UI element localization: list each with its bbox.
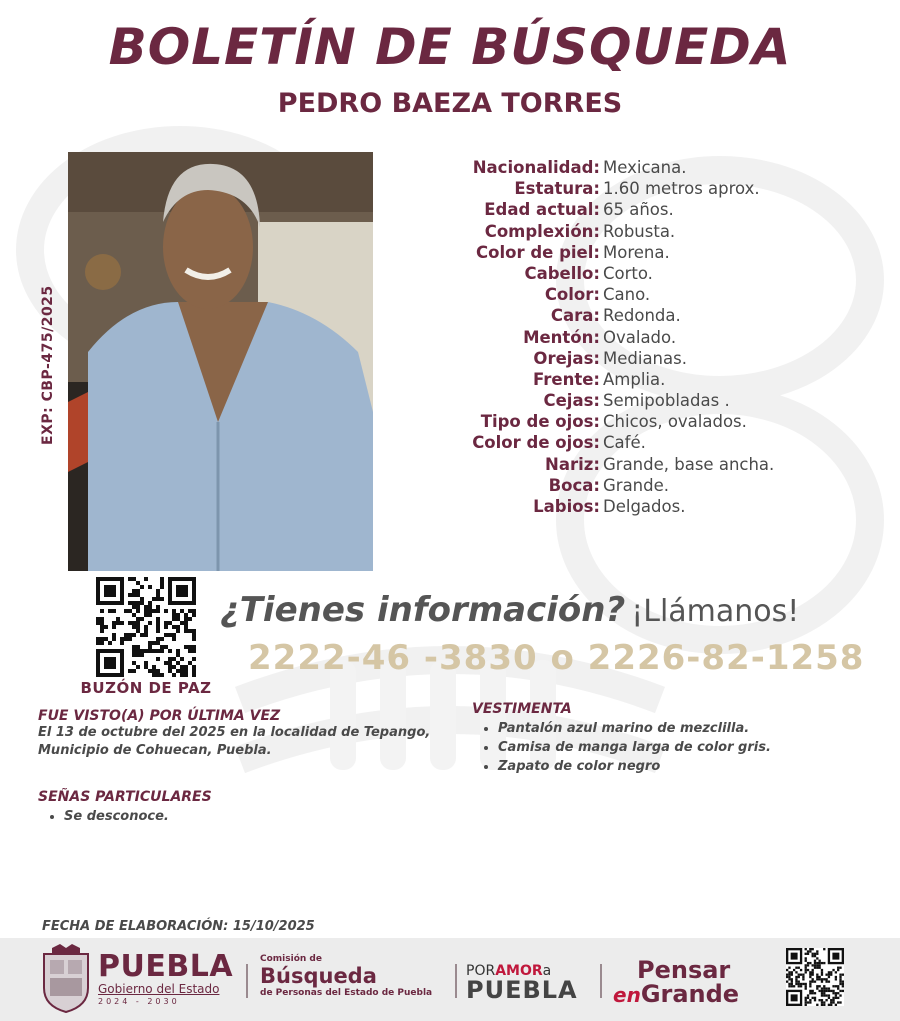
feature-row: [440, 242, 880, 263]
feature-row: [440, 475, 880, 496]
gobierno-puebla-logo: [98, 949, 234, 1008]
feature-row: [440, 157, 880, 178]
feature-label: Labios:: [533, 497, 600, 516]
feature-value: Ovalado.: [603, 327, 677, 347]
feature-value: Corto.: [603, 263, 653, 283]
physical-description: [440, 157, 880, 517]
feature-label: Color:: [544, 285, 600, 305]
feature-label: Boca:: [548, 475, 600, 495]
contact-phone-numbers[interactable]: 2222-46 -3830 o 2226-82-1258: [248, 638, 865, 678]
clothing-section: [472, 701, 872, 776]
cta-call: ¡Llámanos!: [631, 594, 800, 629]
feature-label: Nariz:: [545, 454, 600, 474]
gobierno-line: Gobierno del Estado: [98, 982, 220, 996]
feature-row: [440, 390, 880, 411]
expediente-label: EXP: CBP-475/2025: [40, 285, 56, 445]
feature-label: Cabello:: [524, 263, 600, 283]
marks-title: SEÑAS PARTICULARES: [38, 789, 212, 805]
feature-label: Cara:: [550, 306, 600, 326]
feature-label: Nacionalidad:: [472, 158, 600, 177]
last-seen-title: FUE VISTO(A) POR ÚLTIMA VEZ: [38, 708, 281, 724]
feature-label: Tipo de ojos:: [480, 412, 600, 432]
feature-value: Robusta.: [603, 221, 676, 241]
amor-text: AMOR: [495, 963, 543, 979]
feature-row: [440, 411, 880, 432]
feature-value: Morena.: [603, 242, 670, 262]
feature-value: Amplia.: [603, 369, 666, 389]
puebla-wordmark: PUEBLA: [98, 949, 234, 984]
feature-row: [440, 221, 880, 242]
feature-label: Cejas:: [543, 391, 600, 411]
feature-row: [440, 327, 880, 348]
feature-value: 1.60 metros aprox.: [603, 179, 760, 199]
footer-divider: [600, 964, 602, 998]
missing-person-name: PEDRO BAEZA TORRES: [277, 88, 623, 119]
feature-row: [440, 199, 880, 220]
footer-logos: [0, 938, 900, 1021]
feature-row: [440, 432, 880, 453]
por-text: POR: [466, 963, 496, 979]
missing-person-photo: [68, 152, 373, 571]
feature-row: [440, 284, 880, 305]
feature-value: Grande.: [603, 475, 670, 495]
feature-label: Complexión:: [484, 221, 600, 241]
feature-row: [440, 305, 880, 326]
elaboration-date: FECHA DE ELABORACIÓN: 15/10/2025: [42, 919, 315, 934]
feature-label: Frente:: [533, 369, 600, 389]
a-text: a: [542, 963, 552, 979]
clothing-item: • Pantalón azul marino de mezclilla.: [498, 719, 872, 738]
government-years: 2024 - 2030: [98, 997, 180, 1006]
feature-label: Orejas:: [533, 348, 600, 368]
feature-label: Color de ojos:: [472, 433, 600, 453]
por-amor-a-puebla-logo: [466, 963, 590, 1004]
feature-row: [440, 263, 880, 284]
clothing-item: • Camisa de manga larga de color gris.: [498, 738, 872, 757]
feature-value: Redonda.: [603, 306, 681, 326]
coat-of-arms-icon: [40, 944, 92, 1014]
feature-row: [440, 496, 880, 517]
pensar-text: Pensar: [637, 956, 731, 984]
en-text: en: [613, 983, 641, 1007]
feature-value: Delgados.: [603, 497, 686, 516]
feature-value: 65 años.: [603, 200, 674, 220]
feature-value: Café.: [603, 433, 646, 453]
clothing-item: • Zapato de color negro: [498, 757, 872, 776]
feature-value: Medianas.: [603, 348, 687, 368]
comision-subtitle: de Personas del Estado de Puebla: [260, 988, 433, 998]
call-to-action: [220, 590, 799, 630]
feature-label: Color de piel:: [476, 242, 600, 262]
busqueda-wordmark: Búsqueda: [260, 964, 377, 988]
feature-value: Chicos, ovalados.: [603, 412, 747, 432]
footer-qr-code[interactable]: [786, 948, 844, 1006]
bulletin-title: BOLETÍN DE BÚSQUEDA: [108, 18, 792, 76]
feature-label: Estatura:: [514, 179, 600, 199]
feature-value: Semipobladas .: [603, 391, 730, 411]
pensar-en-grande-logo: [613, 958, 763, 1007]
distinguishing-marks-section: [38, 789, 438, 826]
buzon-de-paz-label: BUZÓN DE PAZ: [80, 679, 212, 697]
feature-value: Grande, base ancha.: [603, 454, 775, 474]
feature-value: Cano.: [603, 285, 651, 305]
feature-row: [440, 178, 880, 199]
feature-row: [440, 348, 880, 369]
footer-divider: [455, 964, 457, 998]
buzon-qr-code[interactable]: [96, 577, 196, 677]
comision-de-text: Comisión de: [260, 954, 322, 964]
grande-text: Grande: [640, 980, 740, 1008]
comision-busqueda-logo: [260, 954, 450, 999]
marks-item: • Se desconoce.: [64, 807, 438, 826]
last-seen-text: El 13 de octubre del 2025 en la localidad de Tepango, Municipio de Cohuecan, Puebla.: [38, 725, 431, 758]
cta-question: ¿Tienes información?: [220, 590, 626, 630]
feature-row: [440, 369, 880, 390]
feature-label: Mentón:: [523, 327, 600, 347]
feature-value: Mexicana.: [603, 158, 687, 177]
footer-divider: [246, 964, 248, 998]
feature-label: Edad actual:: [484, 200, 600, 220]
last-seen-section: [38, 708, 468, 760]
puebla-wordmark-2: PUEBLA: [466, 976, 578, 1004]
feature-row: [440, 454, 880, 475]
clothing-title: VESTIMENTA: [472, 701, 572, 717]
